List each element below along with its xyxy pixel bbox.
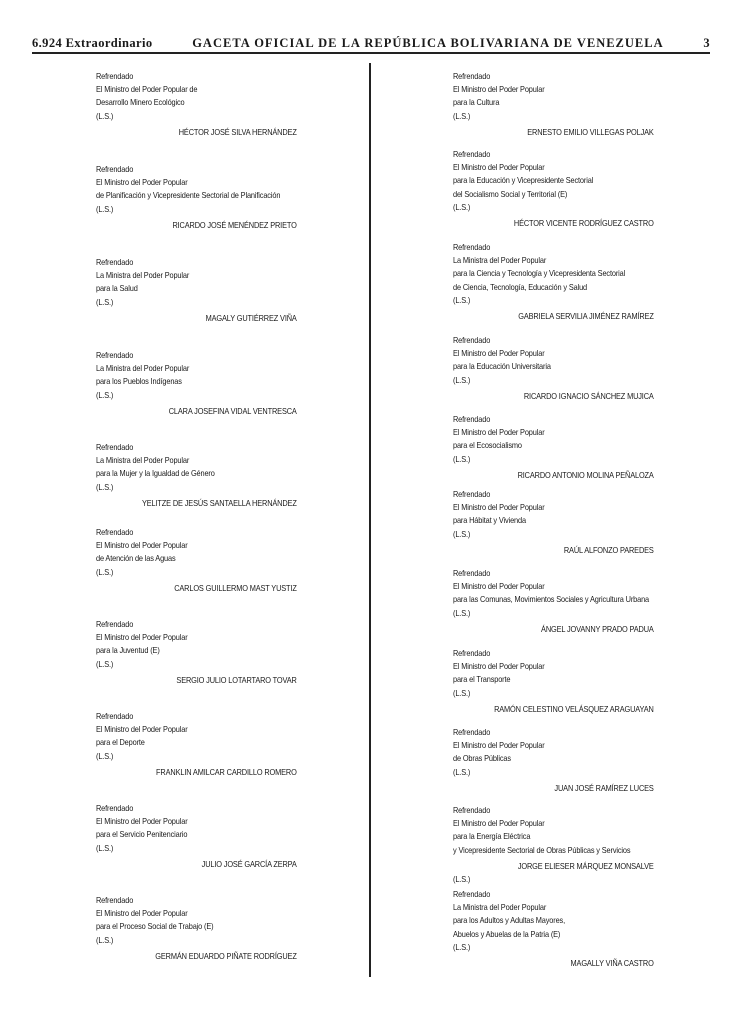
signature-entry	[453, 647, 654, 716]
ministry-line: (L.S.)	[96, 659, 114, 669]
signature-entry	[96, 802, 297, 871]
refrendado-label: Refrendado	[453, 490, 491, 499]
ministry-line: para el Transporte	[453, 675, 511, 685]
signature-entry	[96, 70, 297, 139]
signatory-name: ERNESTO EMILIO VILLEGAS POLJAK	[527, 127, 654, 137]
ministry-line: El Ministro del Poder Popular	[453, 819, 545, 829]
signatory-name: MAGALLY VIÑA CASTRO	[570, 959, 654, 969]
signatory-name: JORGE ELIESER MÁRQUEZ MONSALVE	[517, 861, 654, 871]
refrendado-label: Refrendado	[453, 569, 491, 578]
ministry-line: y Vicepresidente Sectorial de Obras Públicas y Servicios	[453, 845, 631, 855]
refrendado-label: Refrendado	[453, 415, 491, 424]
signatory-name: MAGALY GUTIÉRREZ VIÑA	[205, 313, 297, 323]
signature-entry	[453, 241, 654, 323]
ministry-line: El Ministro del Poder Popular	[453, 428, 545, 438]
ministry-line: El Ministro del Poder Popular de	[96, 85, 198, 95]
ministry-line: para el Deporte	[96, 738, 145, 748]
ministry-line: (L.S.)	[96, 390, 114, 400]
ministry-line: El Ministro del Poder Popular	[453, 741, 545, 751]
page-number: 3	[703, 36, 710, 50]
signatory-name: RAMÓN CELESTINO VELÁSQUEZ ARAGUAYAN	[494, 704, 654, 714]
signature-entry	[453, 567, 654, 636]
signature-entry	[453, 888, 654, 970]
ministry-line: (L.S.)	[453, 688, 471, 698]
signatory-name: GERMÁN EDUARDO PIÑATE RODRÍGUEZ	[155, 951, 297, 961]
ministry-line: El Ministro del Poder Popular	[96, 633, 188, 643]
signature-entry	[96, 256, 297, 325]
ministry-line: para el Servicio Penitenciario	[96, 830, 188, 840]
signature-entry	[453, 804, 654, 886]
ministry-line: (L.S.)	[453, 529, 471, 539]
ministry-line: El Ministro del Poder Popular	[453, 662, 545, 672]
signatory-name: HÉCTOR VICENTE RODRÍGUEZ CASTRO	[513, 219, 654, 229]
ministry-line: El Ministro del Poder Popular	[96, 725, 188, 735]
signature-entry	[453, 488, 654, 557]
ministry-line: (L.S.)	[96, 567, 114, 577]
refrendado-label: Refrendado	[453, 806, 491, 815]
ministry-line: (L.S.)	[453, 295, 471, 305]
ministry-line: (L.S.)	[96, 751, 114, 761]
signature-entry	[96, 894, 297, 963]
ministry-line: (L.S.)	[96, 843, 114, 853]
ministry-line: para la Cultura	[453, 98, 500, 108]
ministry-line: (L.S.)	[453, 111, 471, 121]
ministry-line: para la Educación y Vicepresidente Sectorial	[453, 176, 594, 186]
ministry-line: El Ministro del Poder Popular	[96, 817, 188, 827]
ministry-line: para la Mujer y la Igualdad de Género	[96, 469, 215, 479]
signature-entry	[96, 618, 297, 687]
gazette-title: GACETA OFICIAL DE LA REPÚBLICA BOLIVARIANA DE VENEZUELA	[192, 36, 664, 50]
ministry-line: de Obras Públicas	[453, 754, 511, 764]
ministry-line: para los Pueblos Indígenas	[96, 377, 182, 387]
signatory-name: JUAN JOSÉ RAMÍREZ LUCES	[554, 783, 654, 793]
ministry-line: para la Juventud (E)	[96, 646, 160, 656]
signature-entry	[96, 441, 297, 510]
signatory-name: RICARDO ANTONIO MOLINA PEÑALOZA	[517, 470, 654, 480]
ministry-line: (L.S.)	[96, 297, 114, 307]
ministry-line: El Ministro del Poder Popular	[96, 909, 188, 919]
column-divider	[369, 63, 371, 977]
ministry-line: para el Ecosocialismo	[453, 441, 522, 451]
refrendado-label: Refrendado	[453, 890, 491, 899]
ministry-line: Desarrollo Minero Ecológico	[96, 98, 185, 108]
ministry-line: para la Energía Eléctrica	[453, 832, 531, 842]
refrendado-label: Refrendado	[96, 896, 134, 905]
ministry-line: El Ministro del Poder Popular	[96, 178, 188, 188]
refrendado-label: Refrendado	[96, 72, 134, 81]
signature-entry	[96, 710, 297, 779]
ministry-line: El Ministro del Poder Popular	[453, 85, 545, 95]
ministry-line: para los Adultos y Adultas Mayores,	[453, 916, 566, 926]
signature-entry	[453, 334, 654, 403]
page-header	[32, 36, 710, 52]
ministry-line: La Ministra del Poder Popular	[453, 903, 547, 913]
ministry-line: (L.S.)	[453, 767, 471, 777]
ministry-line: (L.S.)	[96, 482, 114, 492]
ministry-line: La Ministra del Poder Popular	[96, 271, 190, 281]
refrendado-label: Refrendado	[453, 728, 491, 737]
ministry-line: de Planificación y Vicepresidente Sectorial de Planificación	[96, 191, 281, 201]
ministry-line: La Ministra del Poder Popular	[453, 256, 547, 266]
ministry-line: (L.S.)	[96, 935, 114, 945]
refrendado-label: Refrendado	[96, 620, 134, 629]
ministry-line: La Ministra del Poder Popular	[96, 456, 190, 466]
refrendado-label: Refrendado	[96, 712, 134, 721]
signatory-name: CARLOS GUILLERMO MAST YUSTIZ	[174, 583, 297, 593]
ministry-line: (L.S.)	[96, 111, 114, 121]
refrendado-label: Refrendado	[453, 243, 491, 252]
refrendado-label: Refrendado	[96, 351, 134, 360]
refrendado-label: Refrendado	[96, 528, 134, 537]
ministry-line: Abuelos y Abuelas de la Patria (E)	[453, 929, 561, 939]
refrendado-label: Refrendado	[96, 804, 134, 813]
signatory-name: RICARDO IGNACIO SÁNCHEZ MUJICA	[523, 391, 654, 401]
ministry-line: La Ministra del Poder Popular	[96, 364, 190, 374]
refrendado-label: Refrendado	[96, 165, 134, 174]
signature-entry	[453, 148, 654, 230]
ministry-line: de Atención de las Aguas	[96, 554, 176, 564]
signature-entry	[96, 526, 297, 595]
ministry-line: El Ministro del Poder Popular	[453, 163, 545, 173]
signatory-name: GABRIELA SERVILIA JIMÉNEZ RAMÍREZ	[518, 312, 654, 322]
ministry-line: (L.S.)	[96, 204, 114, 214]
ministry-line: El Ministro del Poder Popular	[453, 349, 545, 359]
ministry-line: para el Proceso Social de Trabajo (E)	[96, 922, 214, 932]
signatory-name: RICARDO JOSÉ MENÉNDEZ PRIETO	[172, 220, 297, 230]
signatory-name: RAÚL ALFONZO PAREDES	[563, 545, 654, 555]
ministry-line: para la Educación Universitaria	[453, 362, 551, 372]
ministry-line: (L.S.)	[453, 202, 471, 212]
refrendado-label: Refrendado	[453, 649, 491, 658]
ministry-line: (L.S.)	[453, 608, 471, 618]
refrendado-label: Refrendado	[96, 258, 134, 267]
signature-entry	[96, 163, 297, 232]
ministry-line: del Socialismo Social y Territorial (E)	[453, 189, 568, 199]
signature-entry	[96, 349, 297, 418]
ministry-line: (L.S.)	[453, 875, 471, 885]
ministry-line: para la Ciencia y Tecnología y Vicepresidenta Sectorial	[453, 269, 626, 279]
signatory-name: FRANKLIN AMILCAR CARDILLO ROMERO	[156, 767, 297, 777]
ministry-line: (L.S.)	[453, 942, 471, 952]
signatory-name: HÉCTOR JOSÉ SILVA HERNÁNDEZ	[178, 127, 297, 137]
ministry-line: (L.S.)	[453, 375, 471, 385]
ministry-line: El Ministro del Poder Popular	[453, 503, 545, 513]
ministry-line: para la Salud	[96, 284, 138, 294]
ministry-line: de Ciencia, Tecnología, Educación y Salud	[453, 282, 588, 292]
ministry-line: para las Comunas, Movimientos Sociales y Agricultura Urbana	[453, 595, 650, 605]
signature-entry	[453, 70, 654, 139]
refrendado-label: Refrendado	[453, 336, 491, 345]
ministry-line: El Ministro del Poder Popular	[96, 541, 188, 551]
signatory-name: JULIO JOSÉ GARCÍA ZERPA	[201, 859, 297, 869]
signature-entry	[453, 726, 654, 795]
signatory-name: CLARA JOSEFINA VIDAL VENTRESCA	[168, 406, 297, 416]
edition-label: 6.924 Extraordinario	[32, 36, 153, 50]
ministry-line: (L.S.)	[453, 454, 471, 464]
signatory-name: YELITZE DE JESÚS SANTAELLA HERNÁNDEZ	[141, 498, 297, 508]
ministry-line: El Ministro del Poder Popular	[453, 582, 545, 592]
signature-entry	[453, 413, 654, 482]
refrendado-label: Refrendado	[453, 150, 491, 159]
header-rule	[32, 52, 710, 54]
refrendado-label: Refrendado	[96, 443, 134, 452]
signatory-name: SERGIO JULIO LOTARTARO TOVAR	[176, 675, 297, 685]
refrendado-label: Refrendado	[453, 72, 491, 81]
signatory-name: ÁNGEL JOVANNY PRADO PADUA	[541, 624, 654, 634]
ministry-line: para Hábitat y Vivienda	[453, 516, 526, 526]
